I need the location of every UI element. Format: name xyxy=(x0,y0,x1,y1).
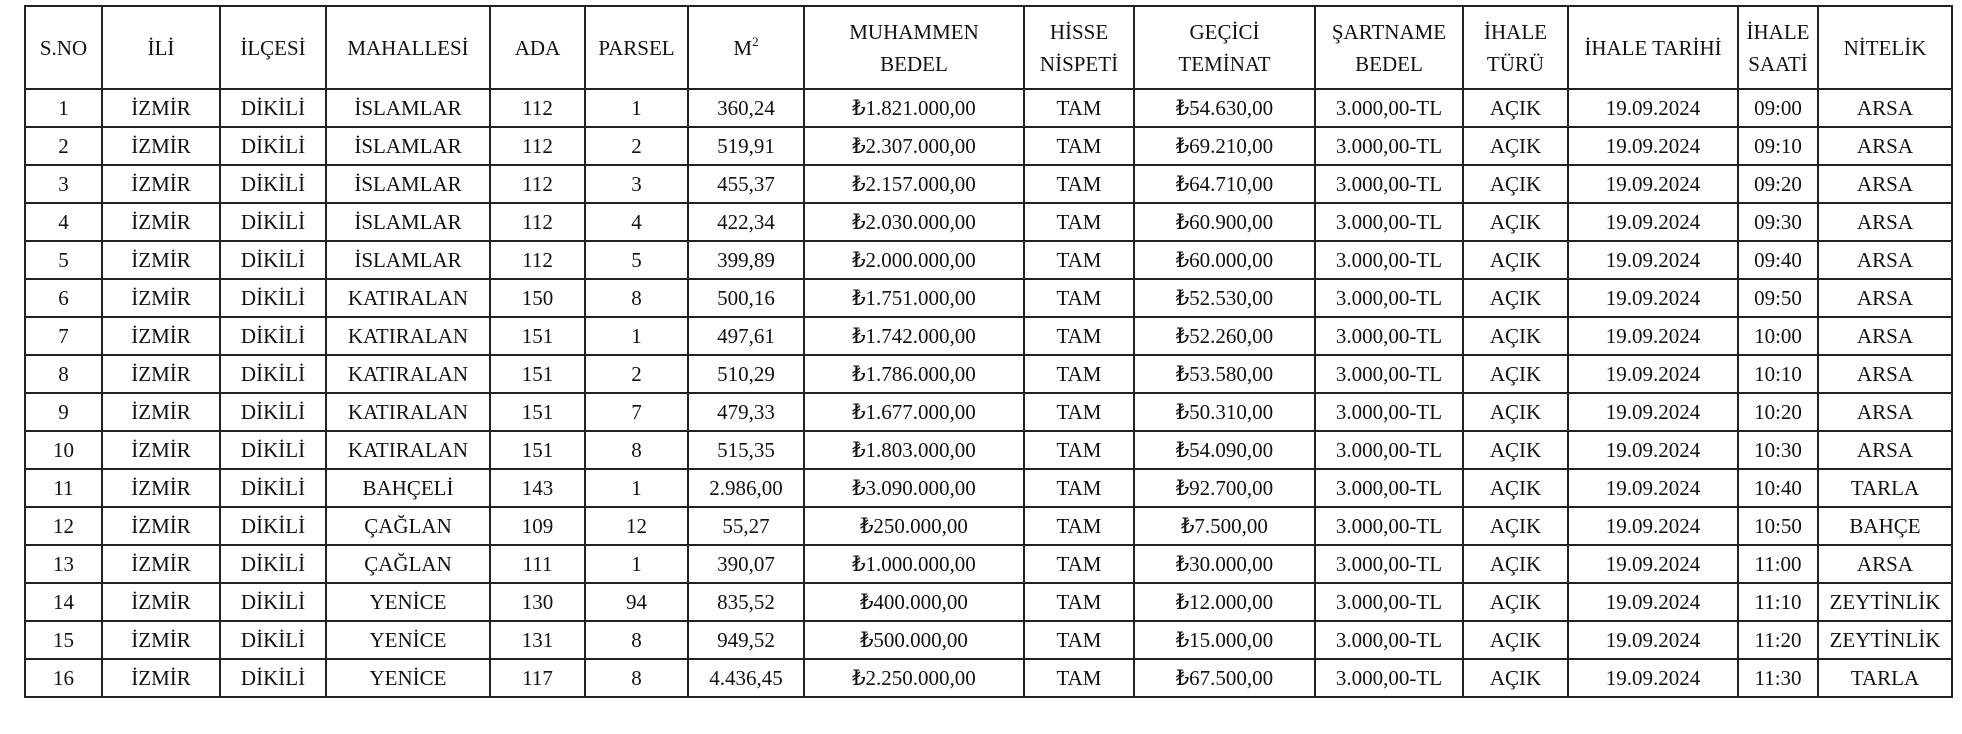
cell-ilcesi: DİKİLİ xyxy=(220,127,326,165)
cell-parsel: 2 xyxy=(585,355,688,393)
cell-nitelik: ZEYTİNLİK xyxy=(1818,621,1952,659)
cell-nitelik: ARSA xyxy=(1818,279,1952,317)
cell-ada: 151 xyxy=(490,393,585,431)
cell-ihale-tarihi: 19.09.2024 xyxy=(1568,469,1738,507)
cell-mahallesi: İSLAMLAR xyxy=(326,203,490,241)
cell-mahallesi: İSLAMLAR xyxy=(326,165,490,203)
cell-nitelik: ZEYTİNLİK xyxy=(1818,583,1952,621)
cell-ihale-saati: 10:10 xyxy=(1738,355,1818,393)
cell-hisse-nispeti: TAM xyxy=(1024,621,1134,659)
cell-ihale-turu: AÇIK xyxy=(1463,431,1568,469)
cell-m2: 360,24 xyxy=(688,89,804,127)
cell-sartname-bedel: 3.000,00-TL xyxy=(1315,89,1463,127)
column-header-sartname-bedel xyxy=(1315,6,1463,89)
cell-sartname-bedel: 3.000,00-TL xyxy=(1315,317,1463,355)
cell-sno: 16 xyxy=(25,659,102,697)
cell-hisse-nispeti: TAM xyxy=(1024,355,1134,393)
cell-parsel: 8 xyxy=(585,431,688,469)
cell-sno: 5 xyxy=(25,241,102,279)
cell-ihale-saati: 11:30 xyxy=(1738,659,1818,697)
cell-nitelik: ARSA xyxy=(1818,317,1952,355)
cell-sartname-bedel: 3.000,00-TL xyxy=(1315,659,1463,697)
cell-ada: 151 xyxy=(490,317,585,355)
cell-ihale-tarihi: 19.09.2024 xyxy=(1568,583,1738,621)
table-row xyxy=(25,583,1952,621)
cell-nitelik: ARSA xyxy=(1818,431,1952,469)
cell-hisse-nispeti: TAM xyxy=(1024,431,1134,469)
cell-ihale-saati: 09:20 xyxy=(1738,165,1818,203)
cell-muhammen-bedel: ₺2.030.000,00 xyxy=(804,203,1024,241)
cell-ihale-tarihi: 19.09.2024 xyxy=(1568,317,1738,355)
column-header-ili xyxy=(102,6,220,89)
cell-ihale-turu: AÇIK xyxy=(1463,355,1568,393)
column-header-gecici-teminat xyxy=(1134,6,1315,89)
cell-ada: 143 xyxy=(490,469,585,507)
cell-ili: İZMİR xyxy=(102,659,220,697)
cell-mahallesi: KATIRALAN xyxy=(326,431,490,469)
cell-parsel: 94 xyxy=(585,583,688,621)
document-page xyxy=(24,5,1953,698)
cell-nitelik: TARLA xyxy=(1818,469,1952,507)
cell-ilcesi: DİKİLİ xyxy=(220,469,326,507)
cell-ili: İZMİR xyxy=(102,203,220,241)
cell-ada: 117 xyxy=(490,659,585,697)
cell-m2: 497,61 xyxy=(688,317,804,355)
cell-parsel: 3 xyxy=(585,165,688,203)
cell-ili: İZMİR xyxy=(102,355,220,393)
cell-muhammen-bedel: ₺1.786.000,00 xyxy=(804,355,1024,393)
cell-sartname-bedel: 3.000,00-TL xyxy=(1315,241,1463,279)
cell-sno: 10 xyxy=(25,431,102,469)
cell-ihale-saati: 11:10 xyxy=(1738,583,1818,621)
cell-m2: 500,16 xyxy=(688,279,804,317)
cell-ihale-saati: 09:30 xyxy=(1738,203,1818,241)
cell-mahallesi: KATIRALAN xyxy=(326,355,490,393)
header-line: SAATİ xyxy=(1748,51,1808,76)
cell-sno: 15 xyxy=(25,621,102,659)
header-line: TEMİNAT xyxy=(1178,51,1271,76)
column-header-ihale-turu xyxy=(1463,6,1568,89)
cell-m2: 4.436,45 xyxy=(688,659,804,697)
header-line: PARSEL xyxy=(598,35,675,60)
cell-muhammen-bedel: ₺2.250.000,00 xyxy=(804,659,1024,697)
cell-nitelik: TARLA xyxy=(1818,659,1952,697)
cell-sartname-bedel: 3.000,00-TL xyxy=(1315,583,1463,621)
cell-gecici-teminat: ₺60.000,00 xyxy=(1134,241,1315,279)
cell-hisse-nispeti: TAM xyxy=(1024,507,1134,545)
cell-gecici-teminat: ₺54.630,00 xyxy=(1134,89,1315,127)
cell-gecici-teminat: ₺67.500,00 xyxy=(1134,659,1315,697)
cell-gecici-teminat: ₺69.210,00 xyxy=(1134,127,1315,165)
table-row xyxy=(25,165,1952,203)
cell-sartname-bedel: 3.000,00-TL xyxy=(1315,165,1463,203)
cell-ihale-saati: 09:00 xyxy=(1738,89,1818,127)
header-text: M xyxy=(733,35,753,60)
cell-parsel: 8 xyxy=(585,279,688,317)
cell-ada: 131 xyxy=(490,621,585,659)
cell-ilcesi: DİKİLİ xyxy=(220,507,326,545)
cell-mahallesi: YENİCE xyxy=(326,659,490,697)
cell-ihale-tarihi: 19.09.2024 xyxy=(1568,393,1738,431)
cell-ihale-turu: AÇIK xyxy=(1463,507,1568,545)
table-row xyxy=(25,89,1952,127)
cell-ilcesi: DİKİLİ xyxy=(220,659,326,697)
cell-ihale-turu: AÇIK xyxy=(1463,89,1568,127)
cell-sno: 8 xyxy=(25,355,102,393)
cell-ihale-tarihi: 19.09.2024 xyxy=(1568,279,1738,317)
cell-mahallesi: KATIRALAN xyxy=(326,393,490,431)
cell-ilcesi: DİKİLİ xyxy=(220,621,326,659)
cell-muhammen-bedel: ₺2.157.000,00 xyxy=(804,165,1024,203)
cell-gecici-teminat: ₺7.500,00 xyxy=(1134,507,1315,545)
cell-gecici-teminat: ₺30.000,00 xyxy=(1134,545,1315,583)
cell-sno: 9 xyxy=(25,393,102,431)
cell-sartname-bedel: 3.000,00-TL xyxy=(1315,203,1463,241)
cell-hisse-nispeti: TAM xyxy=(1024,317,1134,355)
cell-ihale-saati: 10:00 xyxy=(1738,317,1818,355)
cell-m2: 2.986,00 xyxy=(688,469,804,507)
table-header-row xyxy=(25,6,1952,89)
cell-gecici-teminat: ₺52.260,00 xyxy=(1134,317,1315,355)
header-line: ADA xyxy=(514,35,561,60)
header-line: NİTELİK xyxy=(1843,35,1927,60)
cell-ihale-saati: 10:30 xyxy=(1738,431,1818,469)
cell-ihale-saati: 10:20 xyxy=(1738,393,1818,431)
cell-muhammen-bedel: ₺1.803.000,00 xyxy=(804,431,1024,469)
table-row xyxy=(25,507,1952,545)
cell-ili: İZMİR xyxy=(102,545,220,583)
table-row xyxy=(25,355,1952,393)
cell-sartname-bedel: 3.000,00-TL xyxy=(1315,393,1463,431)
cell-sno: 2 xyxy=(25,127,102,165)
cell-ili: İZMİR xyxy=(102,279,220,317)
cell-ilcesi: DİKİLİ xyxy=(220,431,326,469)
header-line xyxy=(689,32,803,64)
cell-hisse-nispeti: TAM xyxy=(1024,165,1134,203)
cell-nitelik: ARSA xyxy=(1818,545,1952,583)
column-header-nitelik xyxy=(1818,6,1952,89)
cell-ihale-saati: 09:10 xyxy=(1738,127,1818,165)
cell-m2: 399,89 xyxy=(688,241,804,279)
cell-ada: 111 xyxy=(490,545,585,583)
cell-ihale-saati: 11:20 xyxy=(1738,621,1818,659)
cell-ihale-saati: 11:00 xyxy=(1738,545,1818,583)
table-row xyxy=(25,659,1952,697)
cell-ihale-turu: AÇIK xyxy=(1463,583,1568,621)
cell-sartname-bedel: 3.000,00-TL xyxy=(1315,469,1463,507)
column-header-ihale-saati xyxy=(1738,6,1818,89)
cell-ihale-turu: AÇIK xyxy=(1463,165,1568,203)
header-line: S.NO xyxy=(39,35,88,60)
cell-sno: 13 xyxy=(25,545,102,583)
auction-table xyxy=(24,5,1953,698)
header-line: İHALE TARİHİ xyxy=(1584,35,1722,60)
column-header-mahallesi xyxy=(326,6,490,89)
cell-ihale-saati: 10:50 xyxy=(1738,507,1818,545)
cell-ilcesi: DİKİLİ xyxy=(220,393,326,431)
cell-gecici-teminat: ₺52.530,00 xyxy=(1134,279,1315,317)
cell-m2: 455,37 xyxy=(688,165,804,203)
cell-nitelik: ARSA xyxy=(1818,165,1952,203)
header-line: MAHALLESİ xyxy=(347,35,469,60)
cell-ada: 112 xyxy=(490,203,585,241)
header-line: İHALE xyxy=(1484,19,1547,44)
table-row xyxy=(25,469,1952,507)
cell-ili: İZMİR xyxy=(102,469,220,507)
cell-muhammen-bedel: ₺1.742.000,00 xyxy=(804,317,1024,355)
table-row xyxy=(25,621,1952,659)
table-row xyxy=(25,127,1952,165)
header-line: MUHAMMEN xyxy=(849,19,979,44)
cell-parsel: 5 xyxy=(585,241,688,279)
cell-hisse-nispeti: TAM xyxy=(1024,203,1134,241)
cell-hisse-nispeti: TAM xyxy=(1024,545,1134,583)
cell-ihale-saati: 09:40 xyxy=(1738,241,1818,279)
header-line: BEDEL xyxy=(1355,51,1423,76)
cell-ihale-saati: 10:40 xyxy=(1738,469,1818,507)
cell-ili: İZMİR xyxy=(102,621,220,659)
cell-parsel: 7 xyxy=(585,393,688,431)
cell-nitelik: ARSA xyxy=(1818,203,1952,241)
cell-ilcesi: DİKİLİ xyxy=(220,583,326,621)
cell-ilcesi: DİKİLİ xyxy=(220,241,326,279)
cell-gecici-teminat: ₺54.090,00 xyxy=(1134,431,1315,469)
cell-sartname-bedel: 3.000,00-TL xyxy=(1315,621,1463,659)
cell-ada: 112 xyxy=(490,165,585,203)
cell-nitelik: BAHÇE xyxy=(1818,507,1952,545)
cell-sno: 3 xyxy=(25,165,102,203)
cell-mahallesi: KATIRALAN xyxy=(326,279,490,317)
cell-m2: 835,52 xyxy=(688,583,804,621)
cell-ihale-turu: AÇIK xyxy=(1463,203,1568,241)
cell-ihale-turu: AÇIK xyxy=(1463,241,1568,279)
cell-sno: 7 xyxy=(25,317,102,355)
cell-sno: 4 xyxy=(25,203,102,241)
cell-m2: 479,33 xyxy=(688,393,804,431)
cell-muhammen-bedel: ₺1.751.000,00 xyxy=(804,279,1024,317)
cell-sartname-bedel: 3.000,00-TL xyxy=(1315,127,1463,165)
cell-parsel: 2 xyxy=(585,127,688,165)
cell-ili: İZMİR xyxy=(102,583,220,621)
cell-ada: 130 xyxy=(490,583,585,621)
cell-ihale-tarihi: 19.09.2024 xyxy=(1568,127,1738,165)
cell-muhammen-bedel: ₺2.000.000,00 xyxy=(804,241,1024,279)
column-header-ilcesi xyxy=(220,6,326,89)
cell-ilcesi: DİKİLİ xyxy=(220,279,326,317)
table-row xyxy=(25,431,1952,469)
cell-ili: İZMİR xyxy=(102,507,220,545)
header-line: HİSSE xyxy=(1049,19,1109,44)
cell-ili: İZMİR xyxy=(102,165,220,203)
header-line: TÜRÜ xyxy=(1486,51,1545,76)
cell-mahallesi: YENİCE xyxy=(326,621,490,659)
cell-ili: İZMİR xyxy=(102,393,220,431)
cell-muhammen-bedel: ₺1.000.000,00 xyxy=(804,545,1024,583)
cell-parsel: 1 xyxy=(585,317,688,355)
cell-ili: İZMİR xyxy=(102,431,220,469)
cell-muhammen-bedel: ₺3.090.000,00 xyxy=(804,469,1024,507)
cell-gecici-teminat: ₺60.900,00 xyxy=(1134,203,1315,241)
cell-ihale-turu: AÇIK xyxy=(1463,659,1568,697)
cell-muhammen-bedel: ₺1.677.000,00 xyxy=(804,393,1024,431)
cell-hisse-nispeti: TAM xyxy=(1024,279,1134,317)
cell-m2: 55,27 xyxy=(688,507,804,545)
header-line: NİSPETİ xyxy=(1039,51,1119,76)
cell-sartname-bedel: 3.000,00-TL xyxy=(1315,507,1463,545)
cell-ilcesi: DİKİLİ xyxy=(220,203,326,241)
cell-ada: 150 xyxy=(490,279,585,317)
cell-mahallesi: YENİCE xyxy=(326,583,490,621)
cell-hisse-nispeti: TAM xyxy=(1024,659,1134,697)
cell-muhammen-bedel: ₺500.000,00 xyxy=(804,621,1024,659)
cell-muhammen-bedel: ₺400.000,00 xyxy=(804,583,1024,621)
cell-ilcesi: DİKİLİ xyxy=(220,545,326,583)
cell-ihale-tarihi: 19.09.2024 xyxy=(1568,545,1738,583)
cell-parsel: 1 xyxy=(585,469,688,507)
column-header-parsel xyxy=(585,6,688,89)
cell-ihale-tarihi: 19.09.2024 xyxy=(1568,659,1738,697)
cell-ihale-tarihi: 19.09.2024 xyxy=(1568,165,1738,203)
cell-parsel: 8 xyxy=(585,659,688,697)
cell-ilcesi: DİKİLİ xyxy=(220,89,326,127)
cell-ihale-turu: AÇIK xyxy=(1463,317,1568,355)
header-line: İHALE xyxy=(1746,19,1810,44)
table-row xyxy=(25,279,1952,317)
cell-parsel: 12 xyxy=(585,507,688,545)
cell-sno: 12 xyxy=(25,507,102,545)
cell-m2: 422,34 xyxy=(688,203,804,241)
cell-mahallesi: İSLAMLAR xyxy=(326,241,490,279)
cell-nitelik: ARSA xyxy=(1818,241,1952,279)
cell-nitelik: ARSA xyxy=(1818,127,1952,165)
cell-ili: İZMİR xyxy=(102,317,220,355)
table-row xyxy=(25,317,1952,355)
cell-ili: İZMİR xyxy=(102,241,220,279)
cell-m2: 519,91 xyxy=(688,127,804,165)
header-line: ŞARTNAME xyxy=(1331,19,1447,44)
cell-nitelik: ARSA xyxy=(1818,89,1952,127)
cell-hisse-nispeti: TAM xyxy=(1024,583,1134,621)
cell-ihale-tarihi: 19.09.2024 xyxy=(1568,203,1738,241)
cell-sno: 6 xyxy=(25,279,102,317)
cell-parsel: 8 xyxy=(585,621,688,659)
header-line: İLİ xyxy=(147,35,175,60)
cell-parsel: 4 xyxy=(585,203,688,241)
cell-ada: 109 xyxy=(490,507,585,545)
cell-gecici-teminat: ₺92.700,00 xyxy=(1134,469,1315,507)
cell-hisse-nispeti: TAM xyxy=(1024,127,1134,165)
cell-ihale-tarihi: 19.09.2024 xyxy=(1568,241,1738,279)
cell-nitelik: ARSA xyxy=(1818,393,1952,431)
cell-ilcesi: DİKİLİ xyxy=(220,165,326,203)
header-superscript: 2 xyxy=(752,33,759,49)
column-header-ada xyxy=(490,6,585,89)
cell-hisse-nispeti: TAM xyxy=(1024,89,1134,127)
cell-ihale-turu: AÇIK xyxy=(1463,545,1568,583)
cell-hisse-nispeti: TAM xyxy=(1024,469,1134,507)
cell-mahallesi: İSLAMLAR xyxy=(326,127,490,165)
cell-ili: İZMİR xyxy=(102,89,220,127)
cell-ilcesi: DİKİLİ xyxy=(220,355,326,393)
cell-ihale-turu: AÇIK xyxy=(1463,127,1568,165)
header-line: BEDEL xyxy=(880,51,948,76)
cell-mahallesi: İSLAMLAR xyxy=(326,89,490,127)
cell-gecici-teminat: ₺64.710,00 xyxy=(1134,165,1315,203)
cell-sartname-bedel: 3.000,00-TL xyxy=(1315,355,1463,393)
cell-hisse-nispeti: TAM xyxy=(1024,241,1134,279)
cell-ada: 112 xyxy=(490,241,585,279)
cell-sno: 11 xyxy=(25,469,102,507)
cell-m2: 390,07 xyxy=(688,545,804,583)
cell-ihale-tarihi: 19.09.2024 xyxy=(1568,355,1738,393)
cell-muhammen-bedel: ₺250.000,00 xyxy=(804,507,1024,545)
cell-gecici-teminat: ₺53.580,00 xyxy=(1134,355,1315,393)
cell-ihale-tarihi: 19.09.2024 xyxy=(1568,89,1738,127)
cell-gecici-teminat: ₺50.310,00 xyxy=(1134,393,1315,431)
cell-ada: 112 xyxy=(490,89,585,127)
table-body xyxy=(25,89,1952,697)
cell-gecici-teminat: ₺12.000,00 xyxy=(1134,583,1315,621)
cell-ihale-turu: AÇIK xyxy=(1463,469,1568,507)
column-header-sno xyxy=(25,6,102,89)
cell-hisse-nispeti: TAM xyxy=(1024,393,1134,431)
cell-ada: 112 xyxy=(490,127,585,165)
cell-ihale-turu: AÇIK xyxy=(1463,621,1568,659)
cell-gecici-teminat: ₺15.000,00 xyxy=(1134,621,1315,659)
cell-m2: 510,29 xyxy=(688,355,804,393)
cell-mahallesi: KATIRALAN xyxy=(326,317,490,355)
cell-m2: 515,35 xyxy=(688,431,804,469)
table-row xyxy=(25,241,1952,279)
column-header-muhammen-bedel xyxy=(804,6,1024,89)
column-header-ihale-tarihi xyxy=(1568,6,1738,89)
header-line: İLÇESİ xyxy=(240,35,306,60)
cell-ihale-tarihi: 19.09.2024 xyxy=(1568,507,1738,545)
cell-ada: 151 xyxy=(490,355,585,393)
cell-m2: 949,52 xyxy=(688,621,804,659)
table-row xyxy=(25,393,1952,431)
header-line: GEÇİCİ xyxy=(1189,19,1260,44)
cell-ihale-turu: AÇIK xyxy=(1463,393,1568,431)
cell-mahallesi: BAHÇELİ xyxy=(326,469,490,507)
cell-mahallesi: ÇAĞLAN xyxy=(326,545,490,583)
cell-ihale-tarihi: 19.09.2024 xyxy=(1568,431,1738,469)
cell-ihale-tarihi: 19.09.2024 xyxy=(1568,621,1738,659)
cell-mahallesi: ÇAĞLAN xyxy=(326,507,490,545)
cell-muhammen-bedel: ₺1.821.000,00 xyxy=(804,89,1024,127)
cell-ili: İZMİR xyxy=(102,127,220,165)
cell-nitelik: ARSA xyxy=(1818,355,1952,393)
cell-sartname-bedel: 3.000,00-TL xyxy=(1315,279,1463,317)
cell-sartname-bedel: 3.000,00-TL xyxy=(1315,431,1463,469)
cell-muhammen-bedel: ₺2.307.000,00 xyxy=(804,127,1024,165)
cell-ihale-saati: 09:50 xyxy=(1738,279,1818,317)
cell-parsel: 1 xyxy=(585,545,688,583)
cell-sno: 1 xyxy=(25,89,102,127)
cell-ada: 151 xyxy=(490,431,585,469)
table-row xyxy=(25,545,1952,583)
cell-ilcesi: DİKİLİ xyxy=(220,317,326,355)
column-header-hisse-nispeti xyxy=(1024,6,1134,89)
table-row xyxy=(25,203,1952,241)
cell-parsel: 1 xyxy=(585,89,688,127)
cell-sartname-bedel: 3.000,00-TL xyxy=(1315,545,1463,583)
cell-ihale-turu: AÇIK xyxy=(1463,279,1568,317)
cell-sno: 14 xyxy=(25,583,102,621)
column-header-m2 xyxy=(688,6,804,89)
